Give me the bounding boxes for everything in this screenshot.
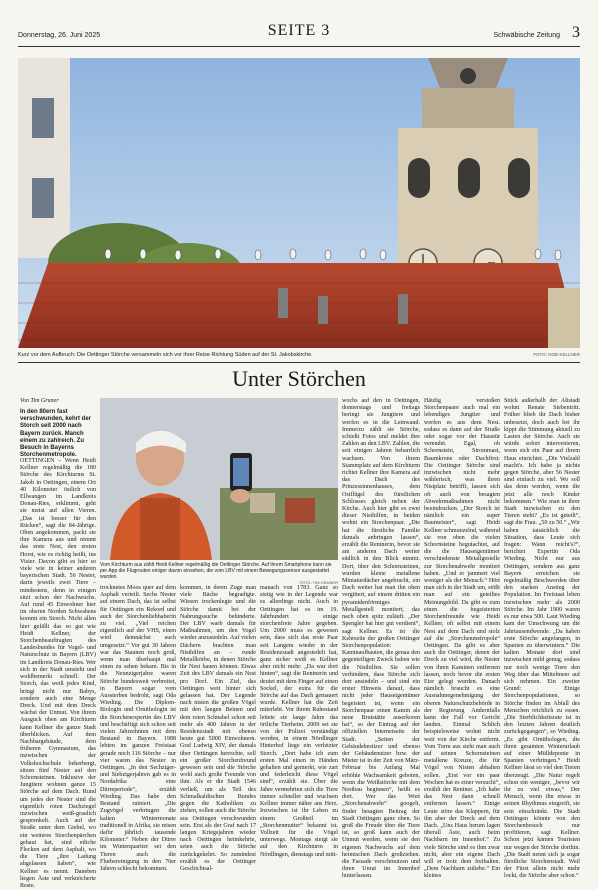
article-headline: Unter Störchen [232, 366, 366, 391]
photo-caption-text: Kurz vor dem Aufbruch: Die Oettinger Störche versammeln sich vor ihrer Reise Richtung Süden auf der St. Jakobskirche. [18, 352, 313, 358]
article-column-2: trocknetes Moos quer auf dem Asphalt verteilt. Sechs Nester auf einem Dach, das ist selbst für Oettingen ein Rekord und auch der Storchenliebhaberin zu viel. „Viel reichen eigentlich auf der VHS, einen wird demnächst auch umgesetzt.“ Vor gut 30 Jahren war das Staunen noch groß, wenn man überhaupt mal einen zu sehen bekam. Bis in die Neunzigerjahre waren Störche bundesweit verbreitet, in Bayern sogar vom Aussterben bedroht, sagt Oda Wieding. Die Diplom-Biologin und Ornithologin ist die Storchenexpertin des LBV und beschäftigt sich schon seit vielen Jahrzehnten mit dem Bestand in Bayern. 1988 lebten im ganzen Freistaat gerade noch 116 Störche – nur vier waren das Nester in Oettingen. „In den Sechziger- und Siebzigerjahren gab es in Nordafrika eine Dürreperiode“, erzählt Wieding. Das habe den Bestand ruiniert. „Die Zugvögel verbringen die kalten Wintermonate traditionell in Afrika, sie reisen dafür jährlich tausende Kilometer.“ Neben der Dürre im Winterquartier sei den Tieren auch die Flurbereinigung in den 70er Jahren schlecht bekommen. [100, 585, 176, 872]
photo2-credit: FOTO: TIM GRUNER [299, 580, 338, 585]
photo2-caption-text: Vom Kirchturm aus zählt Heidi Kellner regelmäßig die Oettinger Störche. Auf ihrem Smartphone kann sie per App die Flugrouten einiger davon einsehen, die vom LBV mit einem Bewegungssensor ausgestattet wurden. [100, 562, 332, 580]
photo2-caption [100, 562, 338, 586]
header-rule [18, 46, 580, 47]
photo-caption [18, 352, 580, 358]
issue-date: Donnerstag, 26. Juni 2025 [18, 32, 101, 39]
caption-rule [18, 362, 580, 363]
byline: Von Tim Gruner [20, 398, 59, 404]
article-column-4: manach von 1783. Ganz so stetig wie in der Legende war es allerdings nicht. Auch in Oettingen hat es im 19. Jahrhundert einige storchenfreie Jahre gegeben. Um 2000 muss es gewesen sein, dass sich das erste Paar seit Langem wieder in der Residenzstadt angesiedelt hat, ganz sicher weiß es Kellner aber nicht mehr. „Da war dort hinten“, sagt die Rentnerin und deutet mit dem Finger auf einen Sockel, der extra für die Störche auf das Dach gemauert wurde. Kellner hat die Zeit miterlebt. Vor ihrem Ruhestand leitete sie lange Jahre das örtliche Tierheim. 2009 sei sie von der Polizei verständigt worden, in einem Nördlinger Hinterhof liege ein verletzter Storch. „Dort habe ich zum ersten Mal einen in Händen gehalten und gemerkt, wie zart und federleicht diese Vögel sind“, erzählt sie. Über die Jahre vermehrten sich die Tiere immer schneller und wuchsen Kellner immer näher ans Herz. Inzwischen ist ihr Leben zu einem Großteil im „Storchenmutter“ bekannt ist. Vollzeit für die Vögel unterwegs. Montags steigt sie auf den Kirchturm in Nördlingen, dienstags und mitt- [260, 585, 339, 858]
newspaper-name: Schwäbische Zeitung [493, 32, 560, 39]
article-column-1: OETTINGEN – Wenn Heidi Kellner regelmäßig die 180 Störche des Kirchturms St. Jakob in Oettingen, einem Ort 40 Kilometer östlich von Ellwangen im Landkreis Donau-Ries, erklimmt, geht sie meist auf allen Vieren. „Das ist besser für den Rücken“, sagt die 84-Jährige. Oben angekommen, packt sie ihre Kamera aus und nimmt das erste Nest, den ersten Horst, wie es richtig heißt, ins Visier. Davon gibt es hier so viele wie in keiner anderen bayerischen Stadt. 56 Nester, darin jeweils zwei Tiere – mindestens, denn in einigen sitzt schon der Nachwuchs. Auf rund 45 Einwohner hier im oberen Norden Schwabens kommt ein Storch. Nicht allen hier gefällt das so gut wie Heidi Kellner, der Storchenbeauftragten des Landesbundes für Vogel- und Naturschutz in Bayern (LBV) im Landkreis Donau-Ries. Wer sich in der Stadt umsieht und wohlbemerkt schnell: Der Storch, das weiß jedes Kind, bringt nicht nur Babys, sondern auch eine Menge Dreck. Und mit dem Dreck wächst der Unmut. Von ihrem Ausguck oben am Kirchturm kann Kellner die ganze Stadt überblicken. Auf dem Nachbargebäude, dem früheren Gymnasium, das inzwischen der Volkshochschule beherbergt, sitzen fünf Nester auf den Schornsteinen. Inklusive der Jungtiere wohnen ganze 15 Störche auf dem Dach. Rund um jedes der Nester sind die eigentlich roten Dachziegel inzwischen weiß-graulich gesprenkelt. Auch auf der Straße unter dem Giebel, wo ein weiteres Storchenpärchen gebaut hat, sind etliche Flecken auf dem Asphalt, wo die Tiere „ihre Ladung abgelassen haben“, wie Kellner es nennt. Daneben liegen Äste und verknöcherte Reste. [20, 458, 96, 889]
church-tower-illustration [18, 58, 580, 348]
page-header [18, 22, 580, 44]
woman-with-smartphone-illustration [100, 398, 338, 560]
article-lead: In den 80ern fast verschwunden, kehrt der Storch seit 2000 nach Bayern zurück. Manch einem zu zahlreich. Zu Besuch in Bayerns Storchenmetropole. [20, 409, 92, 459]
article-column-3: kommen, in deren Zuge man viele Bäche begradigte. Wiesen trockenlegte und die Störche damit bei der Nahrungssuche behinderte. Der LBV warb damals für Maßnahmen, um den Vogel wieder anzusiedeln. Auf vielen Dächern brachten man Nisthilfen an – runde Metallkörbe, in denen Störche ihr Nest bauen können. Etwas Zeit des LBV damals ein Nest pro Dorf. Ein Ziel, das Oettingen weit hinter sich gelassen hat. Der Legende nach nisten die großen Vögel mit den langen Beinen und dem roten Schnabel schon seit mehr als 400 Jahren in der Residenzstadt mit ebenso heute gut 5000 Einwohnern. Graf Ludwig XIV, der damals über Oettingen herrschte, soll ein großer Storchenfreund gewesen sein und die Störche wohl auch große Freunde von ihm. Als er die Stadt 1546 verließ, um als Teil des Schmalkaldischen Bundes gegen die Katholiken zu ziehen, sollen auch die Störche aus Oettingen verschwunden sein. Erst als der Graf nach 17 langen Kriegsjahren wieder nach Oettingen heimkehrte, seien auch die Störche zurückgekehrt. So zumindest erzählt es der Oettinger Geschichtsal- [180, 585, 256, 872]
church-tower-photo [18, 58, 580, 348]
article-column-7: Stück außerhalb der Altstadt wohnt Renate Siebentritt. Früher blieb ihr Dach bisher unbesetzt, doch auch bei ihr kippt die Stimmung aktuell zu Lasten der Störche. Auch sie würde sofort intervenieren, wenn sich ein Paar auf ihrem Haus einrichtet. „Die Vielzahl macht's. Ich habe ja nichts gegen Störche, aber 56 Nester sind einfach zu viel. Wo soll das denn werden, wenn die jetzt alle noch Kinder bekommen.“ Wie man in ihrer Stadt inzwischen zu den Tieren steht? „Es ist geteilt“, sagt die Frau. „50 zu 50.“ „Wir haben tatsächlich die Situation, dass Leute sich fragen: Wann reicht's?“, berichtet Expertin Oda Wieding. Nicht nur aus Oettingen, sondern aus ganz Bayern erreichen sie regelmäßig Beschwerden über den starken Anstieg der Population. Im Freistaat leben inzwischen mehr als 2000 Störche. Im Jahr 1900 waren es nur etwa 500. Laut Wieding kam der Umschwung um die Jahrtausendwende. „Da haben erste Störche angefangen, in Spanien zu überwintern.“ Die kalten Monate dort sind inzwischen mild genug, sodass nur noch wenige Tiere den Weg über das Mittelmeer auf sich nehmen. Ein zweiter Grund: Einige Storchenpopulationen, so Störche finden im Abfall des Menschen reichlich zu essen. „Die Sterblichkeitsrate ist in den letzten Jahren deutlich zurückgegangen“, so Wieding. „Es gibt Ornithologen, die ihren gesamten Winterurlaub auf einer Mülldeponie in Spanien verbringen.“ Heidi Kellner lässt so viel den Tieren überzeugt. „Die Natur regelt schon ein weniger, „bevor wir ihr zu viel etwas,“ Der Mensch, wenn ihn etwas in seinen Rhythmus eingreift, sie sein einschränkt. Die Stadt Oettingen könnte von den Storchenbesuch nur profitieren, sagt Kellner. Schon jetzt kämen Touristen nur wegen der Störche dorthin. „Die Stadt nennt sich ja sogar fürstliche Storchenstadt. Weil der Fürst allein nicht mehr lockt, die Störche aber schon.“ [504, 398, 580, 880]
photo-credit: FOTO: NOB-KELLNER [533, 352, 580, 357]
article-column-5: wochs auf den in Oettingen, donnerstags und freitags beringt sie Jungtiere und werfen es in die Leinwand. Immerzu zählt sie Störche, schießt Fotos und meldet ihre Zahlen an den LBV. Zahlen, die seit einigen Jahren beharrlich wachsen. Von ihrem Stammplatz auf dem Kirchturm richtet Kellner ihre Kamera auf das Dach des Prinzessinnenhauses, dem Ostflügel des fürstlichen Schlosses gleich neben der Kirche. Auch hier gibt es zwei dieser Nisthilfen, in beiden wohnt ein Storchenpaar. „Die hat die fürstliche Familie damals anbringen lassen“, erzählt die Rentnerin, bevor sie am anderen Dach weiter südlich in den Blick nimmt. Dort, über den Schornsteinen, wurden kleine metallene Miniaturdächer angebracht, ein Dach weiter hat man ihn oben vergittert, auf einem dritten ein pyramidenförmiges Metallgestell montiert, das nach oben spitz zuläuft. „Der Spengler hat hier gut verdient“, sagt Kellner. Es ist die Kehrseite der großen Oettinger Storchenpopulation: Kaminaufbauten, die genau den gegenteiligen Zweck haben wie die Nisthilfen. Sie sollen verhindern, dass Störche sich dort ansiedeln – und sind ein erster Hinweis darauf, dass nicht jeder Hauseigentümer begeistert ist, wenn ein Storchenpaar einen Kamin als neue Brutstätte auserkoren hat“, so der Eintrag auf der offiziellen Internetseite der Stadt. „Seiten der Gebäudebesitzer und ebenso der Gebäudenutzer bzw. der Mieter ist in der Zeit von März-Februar bis Anfang Mai erhöhte Wachsamkeit geboten, wenn die Weißstörche mit dem Nestbau beginnen“, heißt es dort. Wer das Wort „Storchenabwehr“ googelt, findet besagten Beitrag der Stadt Oettingen ganz oben. So groß die Freude über die Tiere ist, so groß kann auch der Unmut werden, wenn sie den eigenen Nachwuchs auf dem heimischen Dach großziehen. die Fassade verschmutzen und ihren Unrat im Innenhof hinterlassen. [342, 398, 420, 880]
page-number: 3 [572, 24, 580, 41]
stork-counter-photo [100, 398, 338, 560]
article-column-6: Häufig verstoßen Storchenpaare auch mal ein lebendiges Jungtier und werfen es aus dem Nest. sodass es dann auf der Straße oder sogar vor der Haustür verendet. Egal, ob Schornstein, Strommast, Baumkrone oder Dachfirst: Die Oettinger Störche sind inzwischen nicht mehr wählerisch, was ihren Nistplatz betrifft, lassen sich oft auch von besagten Abwehrmaßnahmen nicht beeindrucken. „Der Storch ist nämlich ein super Baumeister“, sagt Heidi Kellner schmunzelnd, während sie von oben die vielen Schornsteine begutachtet, auf die die Hauseigentümer verschiedenste Metallgestelle zur Storchenabwehr montiert haben. „Und er jammert viel weniger als der Mensch.“ Hört man sich in der Stadt um, stößt man auf ein geteiltes Meinungsbild. Da gibt es zum einen die begeisterten Storchenfreunde wie Heidi Kellner, oft selbst mit einem Nest auf dem Dach und stolz auf die „Storchenmetropole“ Oettingen. Da gibt es aber auch die Oettinger, denen der Dreck zu viel wird, die Nester von ihren Kaminen entfernen lassen, noch bevor die ersten Eier gelegt wurden. Danach nämlich braucht es eine Ausnahmegenehmigung der oberen Naturschutzbehörde in der Regierung Andernfalls kann der Fall vor Gericht landen. Einmal Schlich beispielsweise wohnt nicht weit von der Kirche entfernt. Vom Turm aus sieht man auch auf seinen Schornsteinen metallene Kreuze, die für Vögel von Nisten abhalten sollen. „Erst vor ein paar Wochen hat es einer versucht“, erzählt der Rentner. „Ich habe das Nest dann schnell entfernen lassen.“ Einige Leute störe das Klappern, für ihn aber der Dreck auf dem Dach. „Uns Haus herum lagen überall Äste, auch beim Nachbarn im Innenhof.“ Zu viele Störche sind es ihm zwar nicht, aber ein eigene Dach will er trotz dem freihalten. „Dem Nachbarn zuliebe.“ Ein kleines [424, 398, 500, 880]
section-title: SEITE 3 [267, 22, 331, 39]
